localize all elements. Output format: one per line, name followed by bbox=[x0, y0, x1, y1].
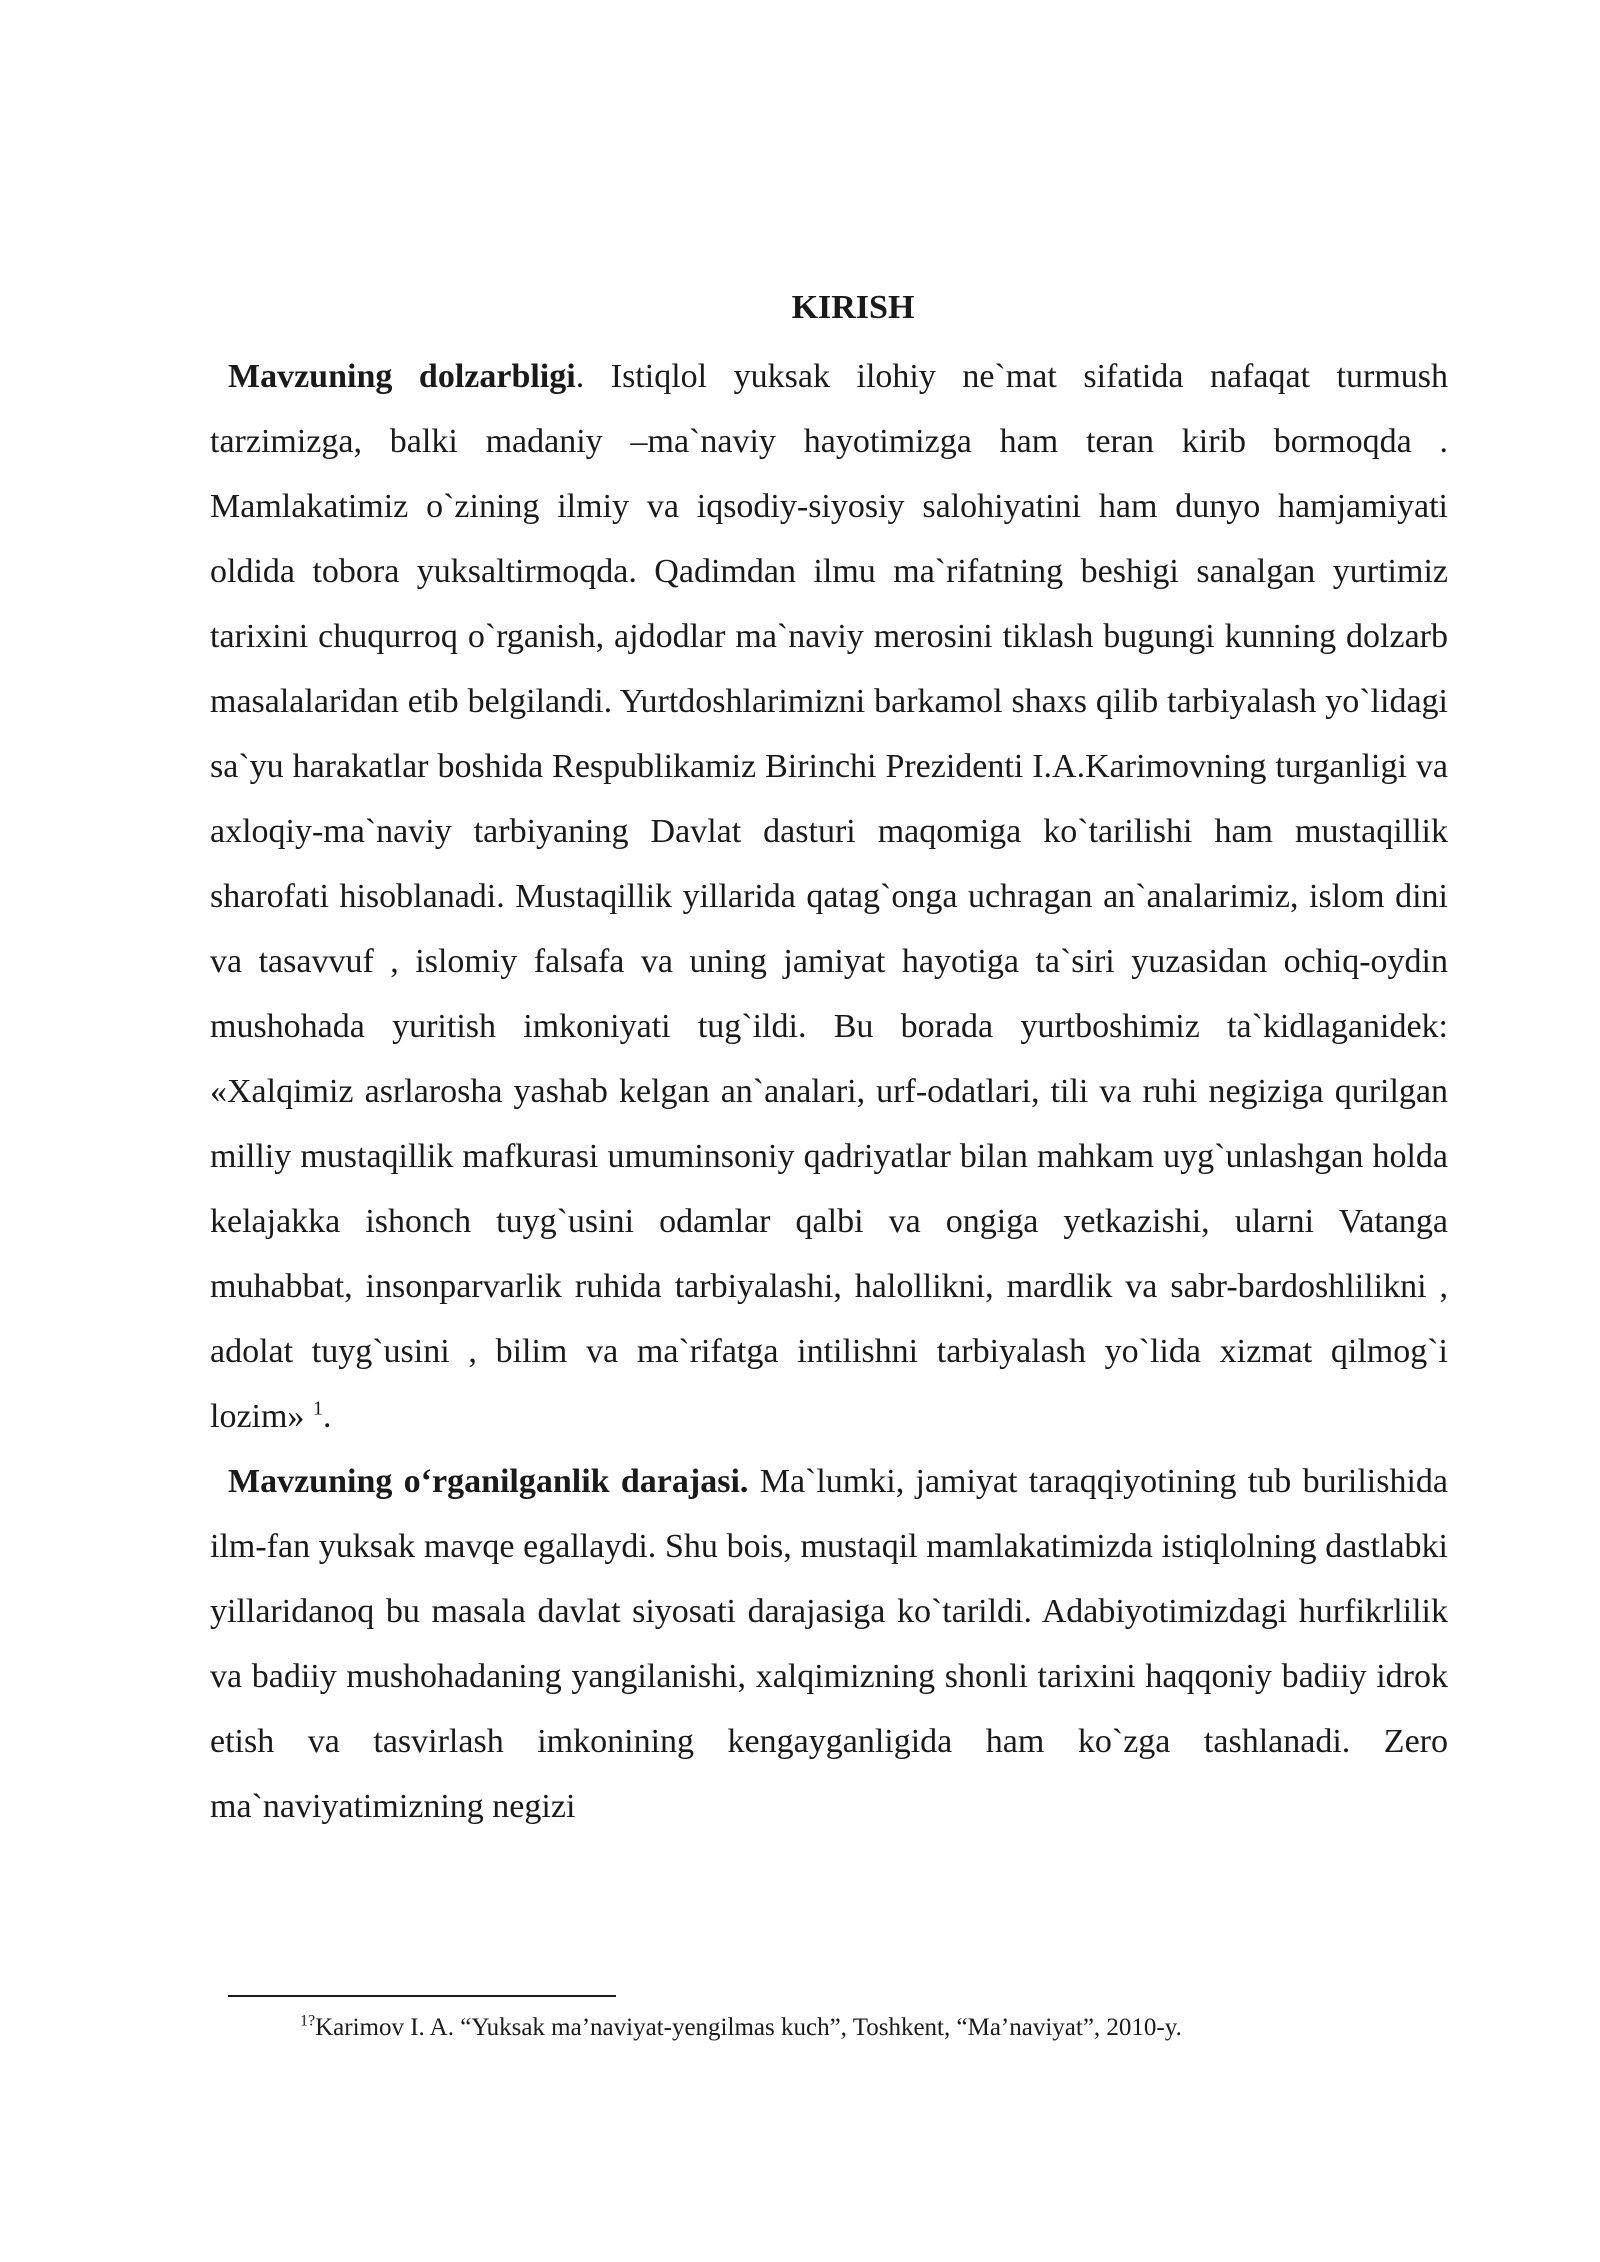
paragraph-study-level bbox=[210, 1449, 1448, 1839]
footnote-reference: 1 bbox=[312, 1397, 323, 1420]
footnote-divider bbox=[228, 1995, 616, 1997]
footnote-text: Karimov I. A. “Yuksak ma’naviyat-yengilmas kuch”, Toshkent, “Ma’naviyat”, 2010-y. bbox=[315, 2014, 1182, 2041]
paragraph-end: . bbox=[322, 1398, 332, 1435]
paragraph-text: . Istiqlol yuksak ilohiy ne`mat sifatida nafaqat turmush tarzimizga, balki madaniy –ma`naviy hayotimizga ham teran kirib bormoqda . Mamlakatimiz o`zining ilmiy va iqsodiy-siyosiy salohiyatini ham dunyo hamjamiyati oldida tobora yuksaltirmoqda. Qadimdan ilmu ma`rifatning beshigi sanalgan yurtimiz tarixini chuqurroq o`rganish, ajdodlar ma`naviy merosini tiklash bugungi kunning dolzarb masalalaridan etib belgilandi. Yurtdoshlarimizni barkamol shaxs qilib tarbiyalash yo`lidagi sa`yu harakatlar boshida Respublikamiz Birinchi Prezidenti I.A.Karimovning turganligi va axloqiy-ma`naviy tarbiyaning Davlat dasturi maqomiga ko`tarilishi ham mustaqillik sharofati hisoblanadi. Mustaqillik yillarida qatag`onga uchragan an`analarimiz, islom dini va tasavvuf , islomiy falsafa va uning jamiyat hayotiga ta`siri yuzasidan ochiq-oydin mushohada yuritish imkoniyati tug`ildi. Bu borada yurtboshimiz ta`kidlaganidek: «Xalqimiz asrlarosha yashab kelgan an`analari, urf-odatlari, tili va ruhi negiziga qurilgan milliy mustaqillik mafkurasi umuminsoniy qadriyatlar bilan mahkam uyg`unlashgan holda kelajakka ishonch tuyg`usini odamlar qalbi va ongiga yetkazishi, ularni Vatanga muhabbat, insonparvarlik ruhida tarbiyalashi, halollikni, mardlik va sabr-bardoshlilikni , adolat tuyg`usini , bilim va ma`rifatga intilishni tarbiyalash yo`lida xizmat qilmog`i lozim» bbox=[210, 358, 1449, 1435]
document-page bbox=[210, 280, 1448, 1839]
page-title: KIRISH bbox=[791, 289, 915, 326]
paragraph-lead: Mavzuning o‘rganilganlik darajasi. bbox=[228, 1463, 749, 1500]
paragraph-lead: Mavzuning dolzarbligi bbox=[228, 358, 576, 395]
paragraph-relevance bbox=[210, 344, 1448, 1449]
footnote-marker: 1? bbox=[300, 2012, 316, 2030]
paragraph-text: Ma`lumki, jamiyat taraqqiyotining tub burilishida ilm-fan yuksak mavqe egallaydi. Shu bois, mustaqil mamlakatimizda istiqlolning dastlabki yillaridanoq bu masala davlat siyosati darajasiga ko`tarildi. Adabiyotimizdagi hurfikrlilik va badiiy mushohadaning yangilanishi, xalqimizning shonli tarixini haqqoniy badiiy idrok etish va tasvirlash imkonining kengayganligida ham ko`zga tashlanadi. Zero ma`naviyatimizning negizi bbox=[210, 1463, 1449, 1825]
footnote bbox=[300, 2010, 1400, 2046]
